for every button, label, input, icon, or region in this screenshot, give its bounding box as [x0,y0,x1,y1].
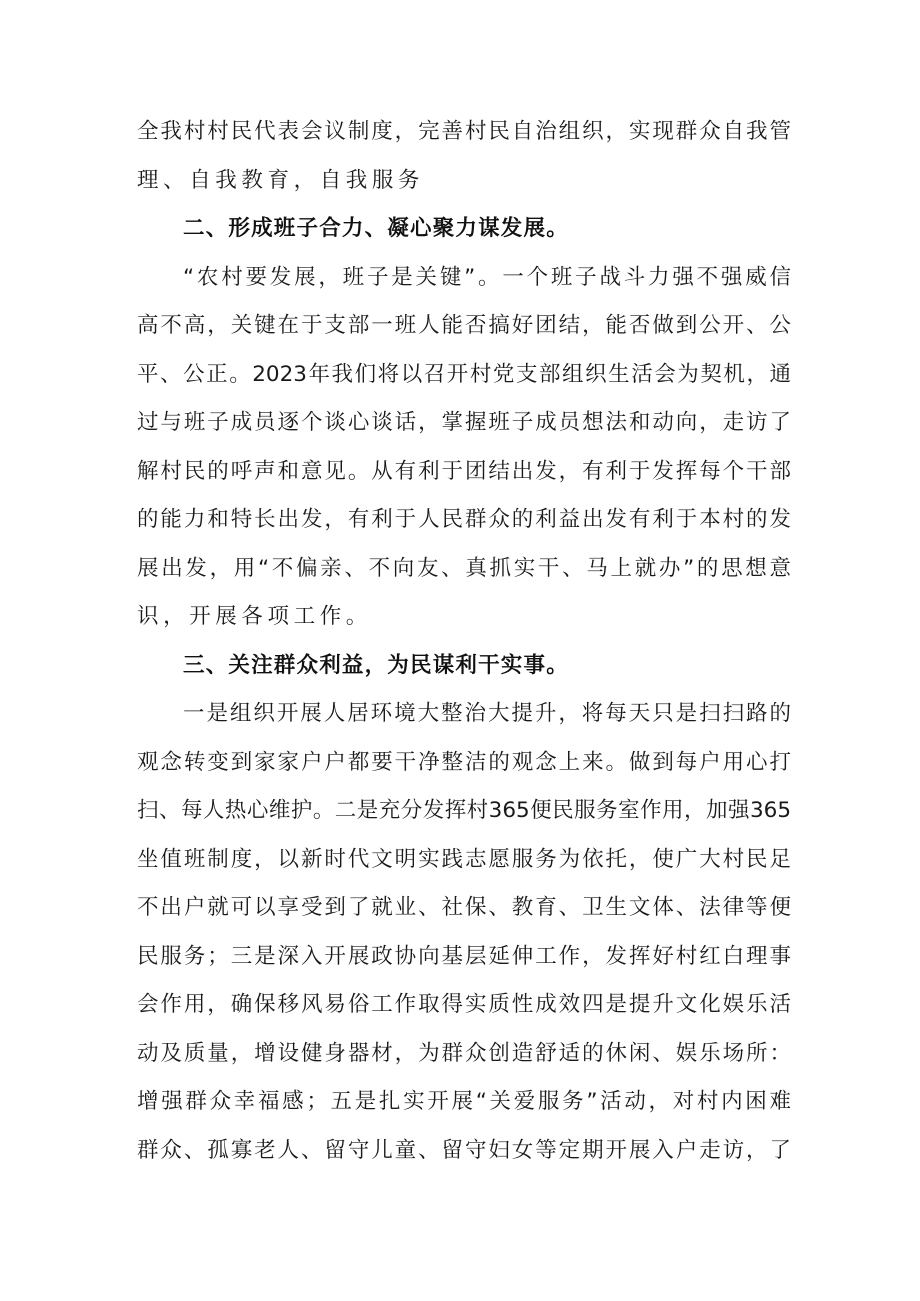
paragraph-line: 的能力和特长出发，有利于人民群众的利益出发有利于本村的发 [137,507,791,532]
paragraph-line: 不出户就可以享受到了就业、社保、教育、卫生文体、法律等便 [137,895,791,920]
paragraph-line: 一是组织开展人居环境大整治大提升，将每天只是扫扫路的 [183,701,791,726]
paragraph-line: 识，开展各项工作。 [137,604,372,629]
paragraph-line: 过与班子成员逐个谈心谈话，掌握班子成员想法和动向，走访了 [137,410,791,435]
paragraph-line: 理、自我教育，自我服务 [137,167,425,193]
paragraph-line: 扫、每人热心维护。二是充分发挥村365便民服务室作用，加强365 [137,798,791,823]
paragraph-line: 民服务；三是深入开展政协向基层延伸工作，发挥好村红白理事 [137,943,791,969]
paragraph-line: 观念转变到家家户户都要干净整洁的观念上来。做到每户用心打 [137,749,791,775]
document-body [137,108,791,1175]
paragraph-line: 坐值班制度，以新时代文明实践志愿服务为依托，使广大村民足 [137,846,791,872]
section-heading-2: 二、形成班子合力、凝心聚力谋发展。 [183,216,569,241]
paragraph-line: 全我村村民代表会议制度，完善村民自治组织，实现群众自我管 [137,119,791,144]
paragraph-line: 平、公正。2023年我们将以召开村党支部组织生活会为契机，通 [137,361,791,387]
section-heading-3: 三、关注群众利益，为民谋利干实事。 [183,652,569,678]
paragraph-line: 增强群众幸福感；五是扎实开展“关爱服务”活动，对村内困难 [137,1089,791,1114]
paragraph-line: “农村要发展，班子是关键”。一个班子战斗力强不强威信 [183,264,791,290]
paragraph-line: 会作用，确保移风易俗工作取得实质性成效四是提升文化娱乐活 [137,992,791,1017]
paragraph-line: 高不高，关键在于支部一班人能否搞好团结，能否做到公开、公 [137,313,791,338]
paragraph-line: 展出发，用“不偏亲、不向友、真抓实干、马上就办”的思想意 [137,555,791,581]
paragraph-line: 解村民的呼声和意见。从有利于团结出发，有利于发挥每个干部 [137,458,791,484]
paragraph-line: 群众、孤寡老人、留守儿童、留守妇女等定期开展入户走访，了 [137,1137,791,1163]
paragraph-line: 动及质量，增设健身器材，为群众创造舒适的休闲、娱乐场所： [137,1040,791,1066]
